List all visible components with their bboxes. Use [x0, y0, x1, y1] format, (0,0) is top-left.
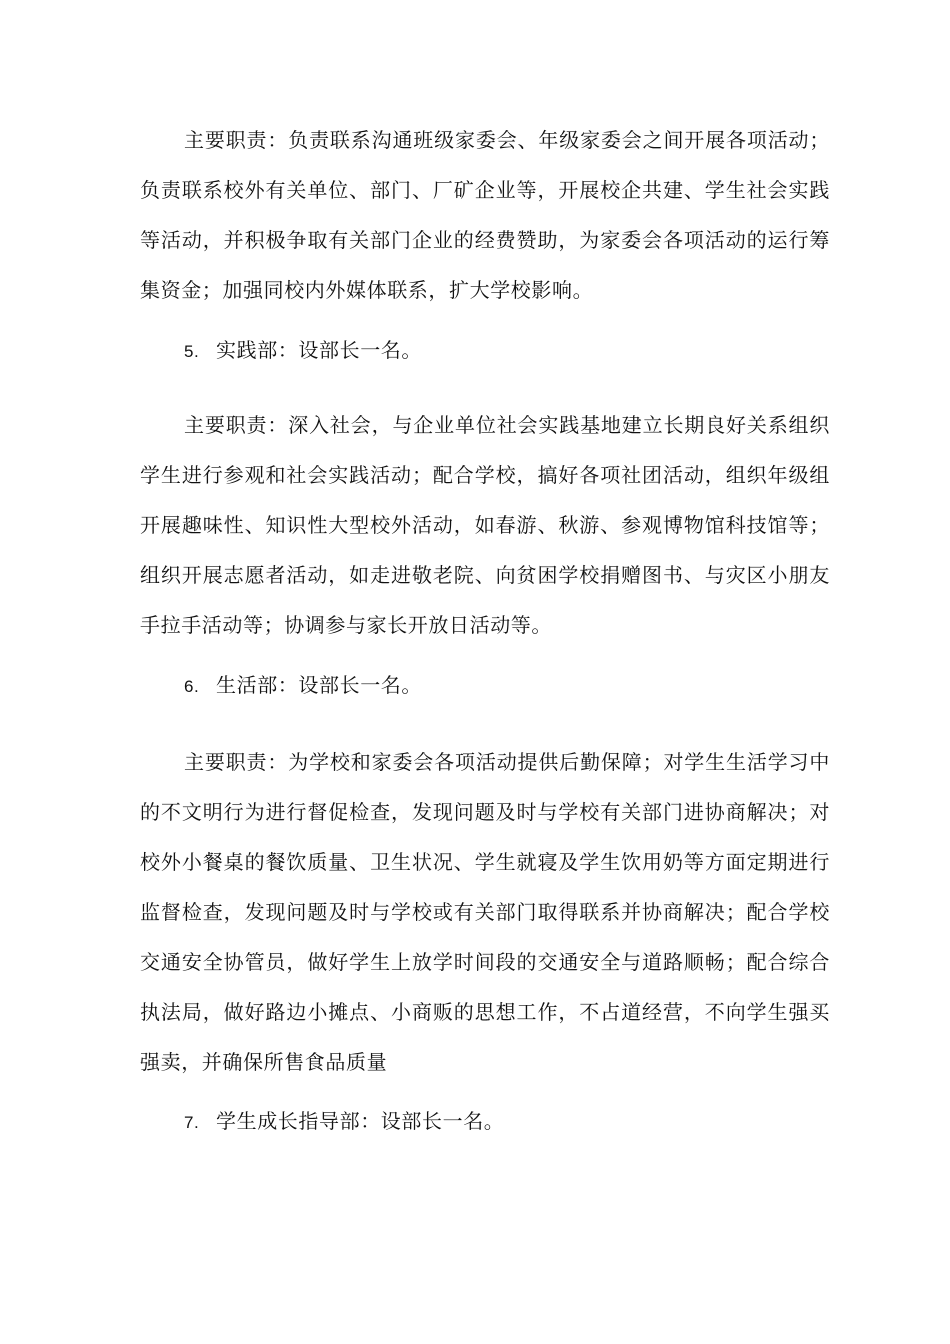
section-6-heading	[184, 660, 422, 712]
section-7-title: 学生成长指导部：设部长一名。	[216, 1109, 505, 1133]
section-6-title: 生活部：设部长一名。	[216, 673, 422, 697]
section-6-number: 6.	[184, 677, 200, 696]
section-7-number: 7.	[184, 1113, 200, 1132]
section-5-duties-paragraph: 主要职责：深入社会，与企业单位社会实践基地建立长期良好关系组织学生进行参观和社会实践活动；配合学校，搞好各项社团活动，组织年级组开展趣味性、知识性大型校外活动，如春游、秋游、参观博物馆科技馆等；组织开展志愿者活动，如走进敬老院、向贫困学校捐赠图书、与灾区小朋友手拉手活动等；协调参与家长开放日活动等。	[140, 413, 830, 637]
section-5-title: 实践部：设部长一名。	[216, 338, 422, 362]
section-4-duties-paragraph: 主要职责：负责联系沟通班级家委会、年级家委会之间开展各项活动；负责联系校外有关单位、部门、厂矿企业等，开展校企共建、学生社会实践等活动，并积极争取有关部门企业的经费赞助，为家委会各项活动的运行筹集资金；加强同校内外媒体联系，扩大学校影响。	[140, 128, 830, 302]
section-5-heading	[184, 325, 422, 377]
section-5-number: 5.	[184, 342, 200, 361]
section-7-heading	[184, 1096, 504, 1148]
section-6-duties-paragraph: 主要职责：为学校和家委会各项活动提供后勤保障；对学生生活学习中的不文明行为进行督促检查，发现问题及时与学校有关部门进协商解决；对校外小餐桌的餐饮质量、卫生状况、学生就寝及学生饮用奶等方面定期进行监督检查，发现问题及时与学校或有关部门取得联系并协商解决；配合学校交通安全协管员，做好学生上放学时间段的交通安全与道路顺畅；配合综合执法局，做好路边小摊点、小商贩的思想工作，不占道经营，不向学生强买强卖，并确保所售食品质量	[140, 750, 830, 1074]
